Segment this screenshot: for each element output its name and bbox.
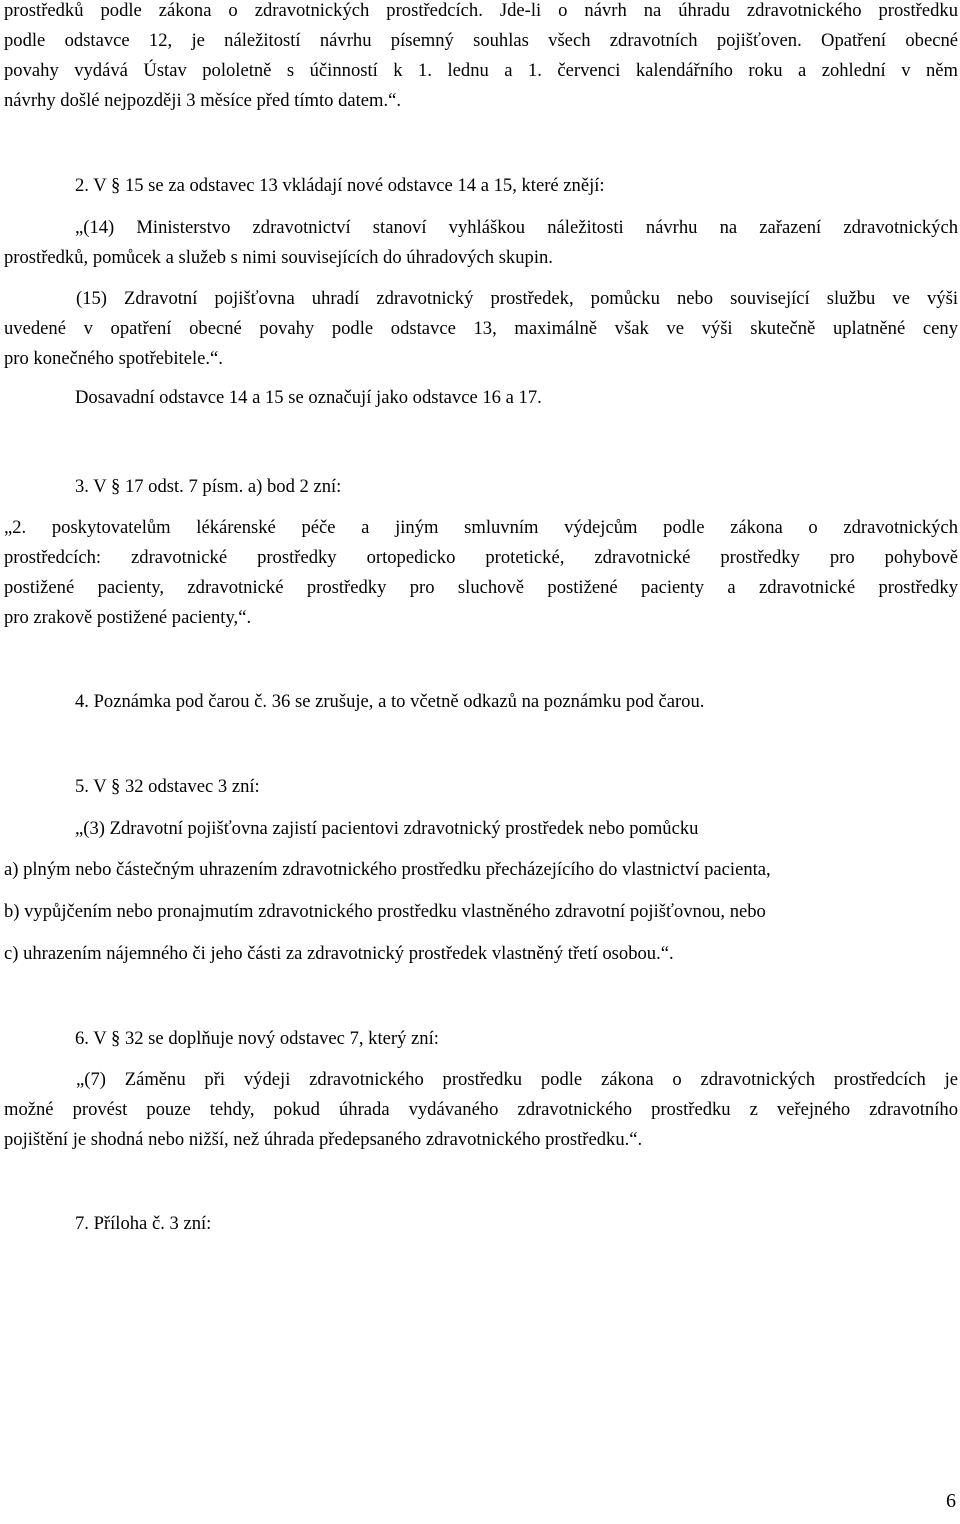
point-3-heading: 3. V § 17 odst. 7 písm. a) bod 2 zní: [75,476,342,497]
continuation-paragraph [4,0,958,116]
text-line: prostředků, pomůcek a služeb s nimi souvisejících do úhradových skupin. [4,247,553,268]
text-line: prostředcích: zdravotnické prostředky ortopedicko protetické, zdravotnické prostředky pro pohybově [4,547,958,568]
point-7-heading: 7. Příloha č. 3 zní: [75,1213,212,1234]
point-5-item-c: c) uhrazením nájemného či jeho části za zdravotnický prostředek vlastněný třetí osobou.“. [4,943,674,964]
text-line: prostředků podle zákona o zdravotnických prostředcích. Jde-li o návrh na úhradu zdravotnického prostředku [4,0,958,21]
text-line: povahy vydává Ústav pololetně s účinností k 1. lednu a 1. červenci kalendářního roku a zohlední v něm [4,60,958,81]
renumbering-note: Dosavadní odstavce 14 a 15 se označují jako odstavce 16 a 17. [75,387,542,408]
point-5-item-a: a) plným nebo částečným uhrazením zdravotnického prostředku přecházejícího do vlastnictví pacienta, [4,859,771,880]
point-3-body [4,513,958,633]
point-5-heading: 5. V § 32 odstavec 3 zní: [75,776,260,797]
point-5-intro: „(3) Zdravotní pojišťovna zajistí pacientovi zdravotnický prostředek nebo pomůcku [75,818,699,839]
text-line: „(7) Záměnu při výdeji zdravotnického prostředku podle zákona o zdravotnických prostředcích je [76,1069,958,1090]
text-line: „(14) Ministerstvo zdravotnictví stanoví vyhláškou náležitosti návrhu na zařazení zdravotnických [75,217,958,238]
page-number: 6 [946,1490,956,1512]
text-line: podle odstavce 12, je náležitostí návrhu písemný souhlas všech zdravotních pojišťoven. Opatření obecné [4,30,958,51]
paragraph-14 [4,213,958,273]
point-5-item-b: b) vypůjčením nebo pronajmutím zdravotnického prostředku vlastněného zdravotní pojišťovnou, nebo [4,901,766,922]
point-6-heading: 6. V § 32 se doplňuje nový odstavec 7, který zní: [75,1028,439,1049]
point-4-heading: 4. Poznámka pod čarou č. 36 se zrušuje, a to včetně odkazů na poznámku pod čarou. [75,691,705,712]
text-line: pojištění je shodná nebo nižší, než úhrada předepsaného zdravotnického prostředku.“. [4,1129,643,1150]
text-line: postižené pacienty, zdravotnické prostředky pro sluchově postižené pacienty a zdravotnické prostředky [4,577,958,598]
text-line: „2. poskytovatelům lékárenské péče a jiným smluvním výdejcům podle zákona o zdravotnických [4,517,958,538]
text-line: návrhy došlé nejpozději 3 měsíce před tímto datem.“. [4,90,402,111]
paragraph-15 [4,284,958,374]
point-6-body [4,1065,958,1155]
text-line: uvedené v opatření obecné povahy podle odstavce 13, maximálně však ve výši skutečně uplatněné ceny [4,318,958,339]
text-line: možné provést pouze tehdy, pokud úhrada vydávaného zdravotnického prostředku z veřejného zdravotního [4,1099,958,1120]
text-line: pro konečného spotřebitele.“. [4,348,223,369]
point-2-heading: 2. V § 15 se za odstavec 13 vkládají nové odstavce 14 a 15, které znějí: [75,175,605,196]
text-line: (15) Zdravotní pojišťovna uhradí zdravotnický prostředek, pomůcku nebo související službu ve výši [76,288,958,309]
text-line: pro zrakově postižené pacienty,“. [4,607,252,628]
